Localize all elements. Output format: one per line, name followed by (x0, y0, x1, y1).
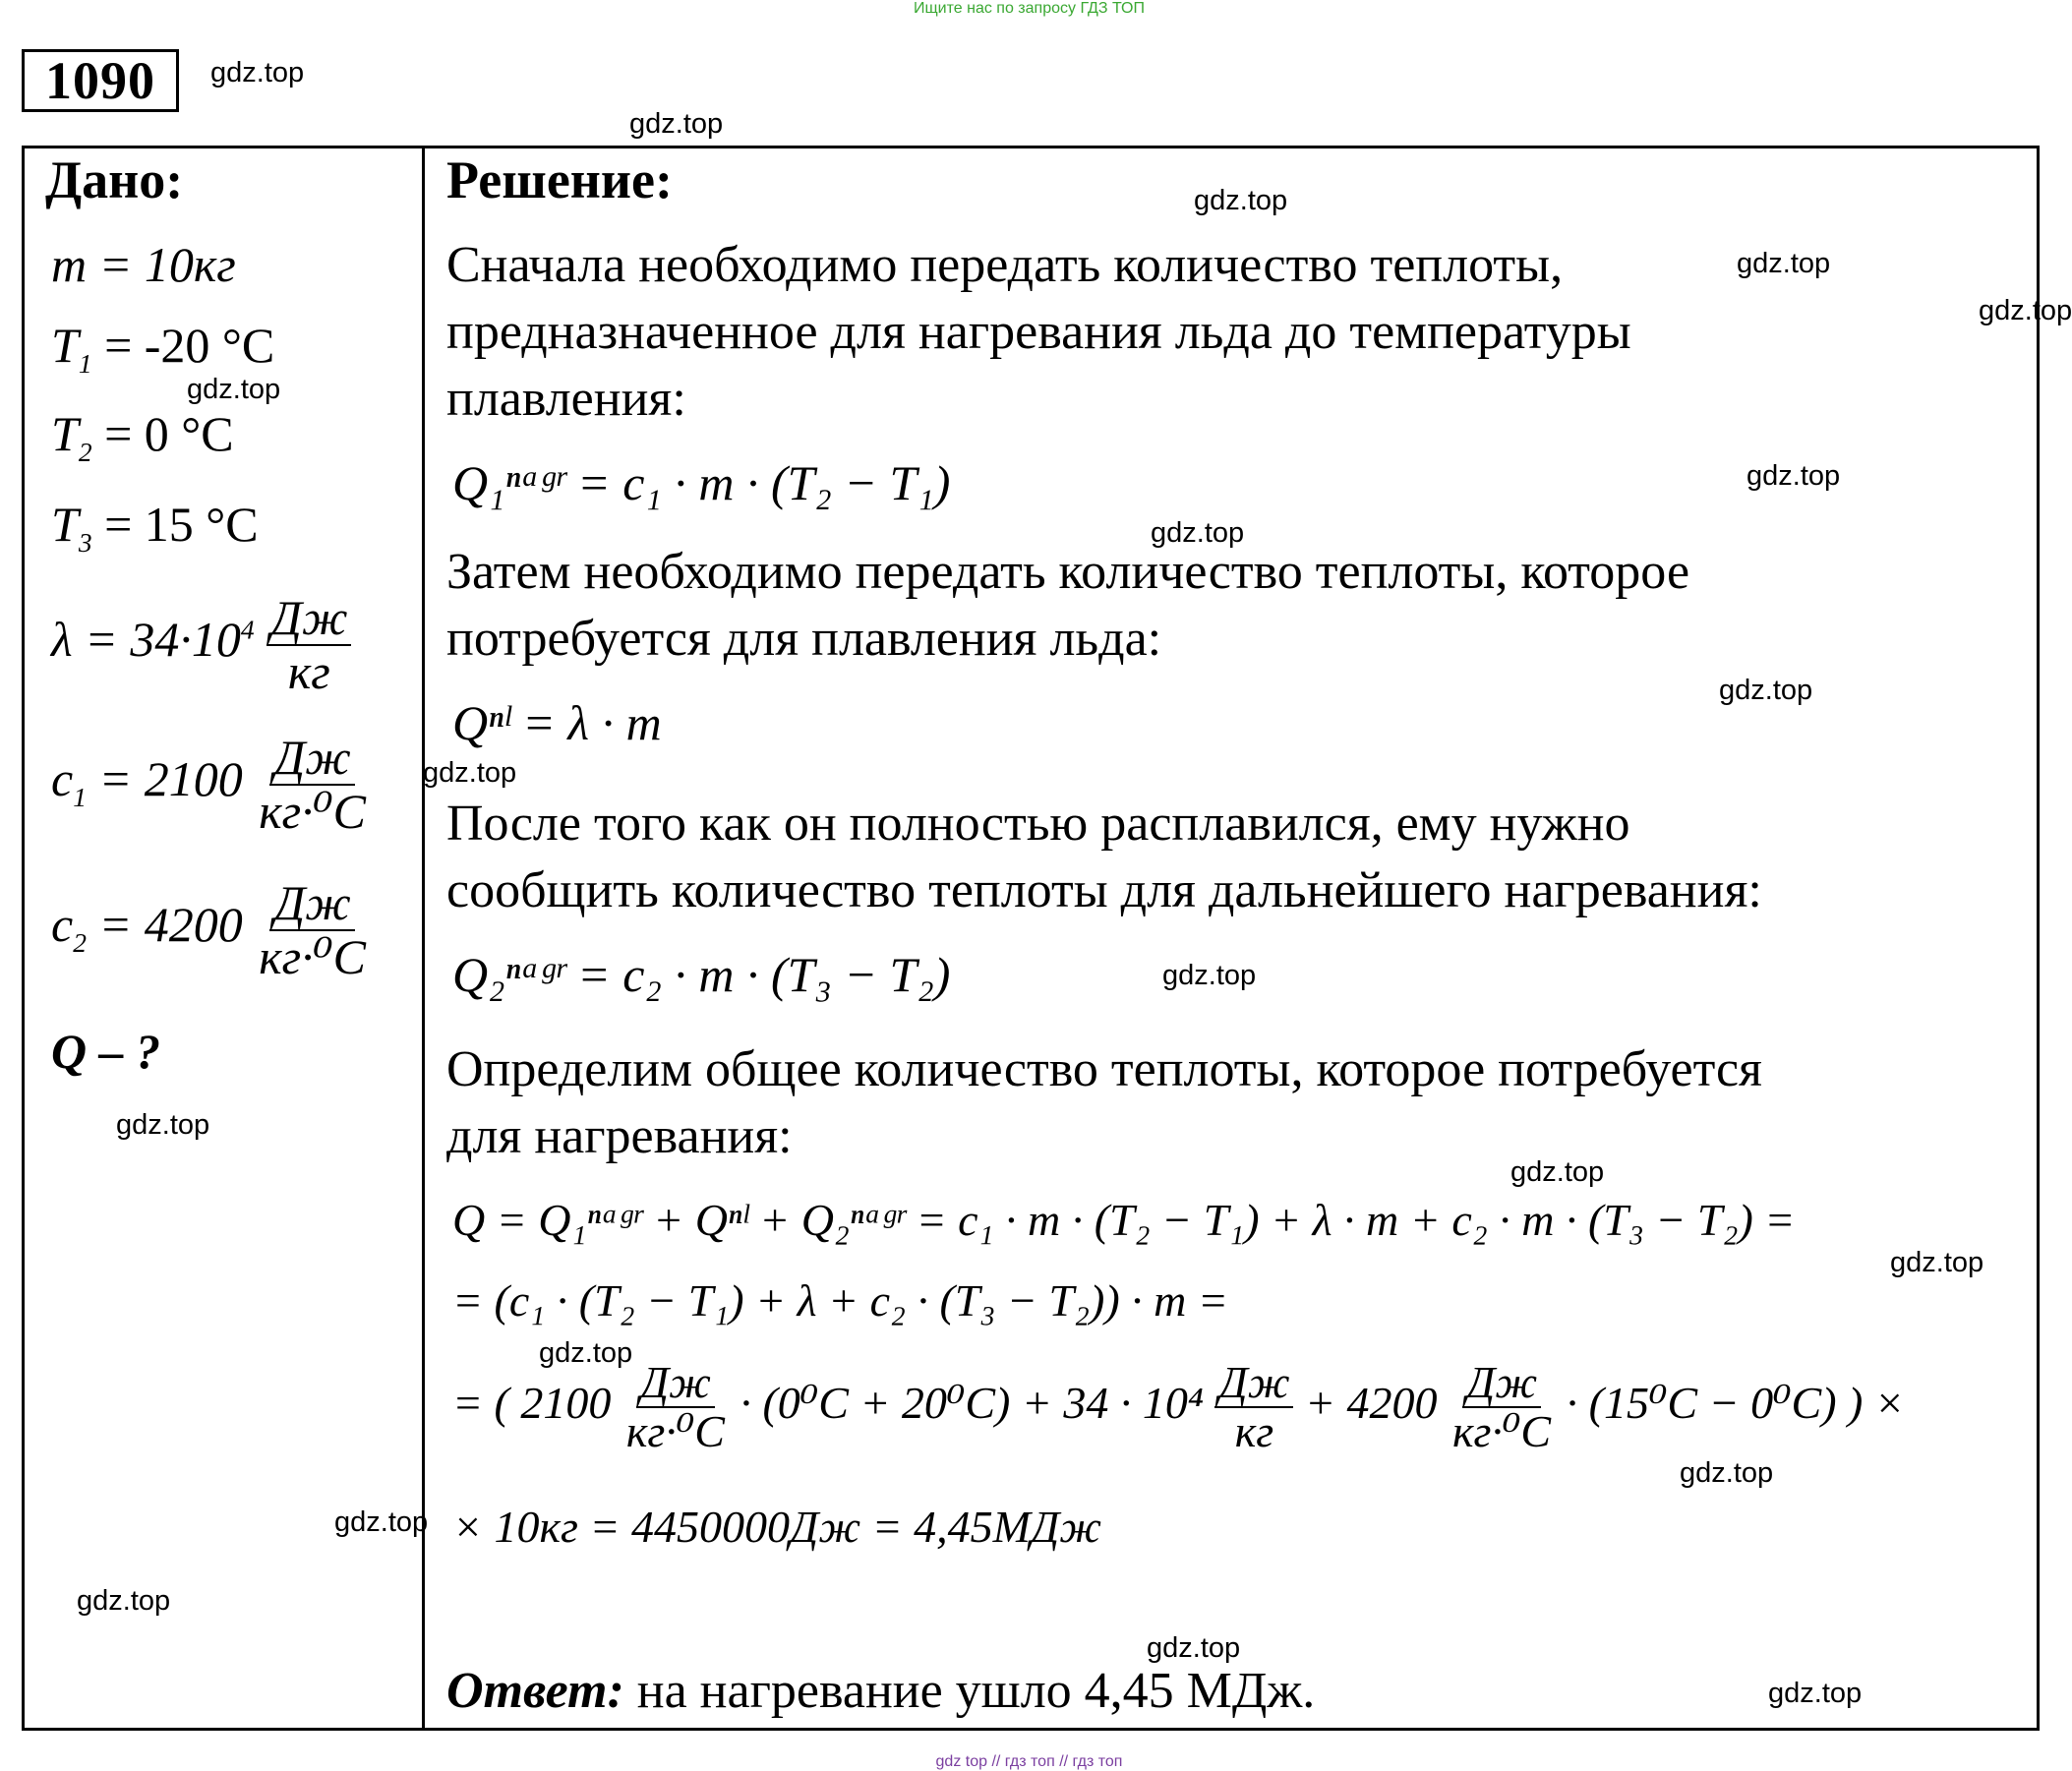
solution-heading: Решение: (446, 150, 673, 209)
solution-p4-line1: Определим общее количество теплоты, которое потребуется (446, 1041, 1762, 1097)
unit-fraction-c2: $\frac{Дж}{\text{кг·⁰C}}$ (1452, 1357, 1552, 1457)
answer-text: на нагревание ушло 4,45 МДж. (623, 1663, 1316, 1719)
watermark: gdz.top (1979, 295, 2072, 326)
given-question: Q – ? (51, 1024, 161, 1079)
given-c1: $c_1 = 2100$ $\frac{Дж}{\text{кг·⁰C}}$ (51, 732, 370, 837)
formula-total-line4: × 10кг = 4450000Дж = 4,45МДж (452, 1502, 1102, 1552)
watermark: gdz.top (210, 57, 305, 89)
lambda-unit-fraction: $\frac{Дж}{кг}$ (266, 592, 351, 697)
formula-total-line3: = ( 2100 $\frac{Дж}{\text{кг·⁰C}}$ · (0⁰C + 20⁰C) + 34 · 10⁴ $\frac{Дж}{кг}$ + 4200 $\frac{Дж}{\text{кг·⁰C}}$ · (15⁰C − 0⁰C) ) × (452, 1357, 1905, 1457)
formula-q1-heating: Q₁ⁿᵃᵍʳ = c₁ · m · (T₂ − T₁) (452, 455, 951, 510)
problem-number: 1090 (22, 49, 179, 112)
column-divider (422, 146, 425, 1731)
watermark: gdz.top (187, 374, 281, 405)
watermark: gdz.top (1680, 1457, 1774, 1489)
solution-p1-line1: Сначала необходимо передать количество теплоты, (446, 237, 1564, 293)
watermark: gdz.top (423, 757, 517, 789)
solution-p2-line2: потребуется для плавления льда: (446, 611, 1162, 667)
watermark: gdz.top (77, 1585, 171, 1617)
given-t3: $T_3 = 15$ °C (51, 497, 259, 558)
solution-p3-line2: сообщить количество теплоты для дальнейшего нагревания: (446, 862, 1762, 918)
formula-q2-heating: Q₂ⁿᵃᵍʳ = c₂ · m · (T₃ − T₂) (452, 947, 951, 1002)
top-banner[interactable]: Ищите нас по запросу ГДЗ ТОП (914, 0, 1145, 17)
solution-p3-line1: После того как он полностью расплавился, ему нужно (446, 796, 1630, 852)
given-t2: $T_2 = 0$ °C (51, 406, 234, 467)
c2-unit-fraction: $\frac{Дж}{\text{кг·⁰C}}$ (259, 875, 366, 984)
given-t1: $T_1 = -20$ °C (51, 318, 275, 379)
given-lambda: $\lambda = 34\cdot 10^4$ $\frac{Дж}{кг}$ (51, 592, 351, 697)
c1-unit-fraction: $\frac{Дж}{\text{кг·⁰C}}$ (259, 730, 366, 839)
watermark: gdz.top (1151, 517, 1245, 549)
footer-links[interactable]: gdz top // гдз топ // гдз топ (935, 1753, 1123, 1770)
formula-total-line2: = (c₁ · (T₂ − T₁) + λ + c₂ · (T₃ − T₂)) · m = (452, 1275, 1228, 1326)
solution-p1-line3: плавления: (446, 371, 686, 427)
answer-label: Ответ: (446, 1663, 624, 1719)
watermark: gdz.top (1194, 185, 1288, 216)
watermark: gdz.top (1510, 1156, 1605, 1188)
given-heading: Дано: (45, 150, 184, 209)
watermark: gdz.top (1147, 1632, 1241, 1664)
watermark: gdz.top (1746, 460, 1841, 492)
watermark: gdz.top (334, 1506, 429, 1538)
watermark: gdz.top (1768, 1678, 1863, 1709)
unit-fraction-c: $\frac{Дж}{\text{кг·⁰C}}$ (625, 1357, 725, 1457)
formula-q-melting: Qⁿˡ = λ · m (452, 695, 662, 750)
solution-p2-line1: Затем необходимо передать количество теплоты, которое (446, 544, 1690, 600)
solution-p4-line2: для нагревания: (446, 1108, 793, 1164)
watermark: gdz.top (1737, 248, 1831, 279)
watermark: gdz.top (1719, 675, 1813, 706)
formula-total-line1: Q = Q₁ⁿᵃᵍʳ + Qⁿˡ + Q₂ⁿᵃᵍʳ = c₁ · m · (T₂ − T₁) + λ · m + c₂ · m · (T₃ − T₂) = (452, 1195, 1796, 1245)
answer (446, 1662, 1315, 1720)
given-c2: $c_2 = 4200$ $\frac{Дж}{\text{кг·⁰C}}$ (51, 877, 370, 982)
given-mass: m = 10кг (51, 237, 236, 292)
watermark: gdz.top (1162, 960, 1257, 991)
watermark: gdz.top (1890, 1247, 1984, 1278)
watermark: gdz.top (116, 1109, 210, 1141)
solution-p1-line2: предназначенное для нагревания льда до температуры (446, 304, 1631, 360)
watermark: gdz.top (629, 108, 724, 140)
unit-fraction-kg: $\frac{Дж}{кг}$ (1214, 1359, 1293, 1456)
watermark: gdz.top (539, 1337, 633, 1369)
